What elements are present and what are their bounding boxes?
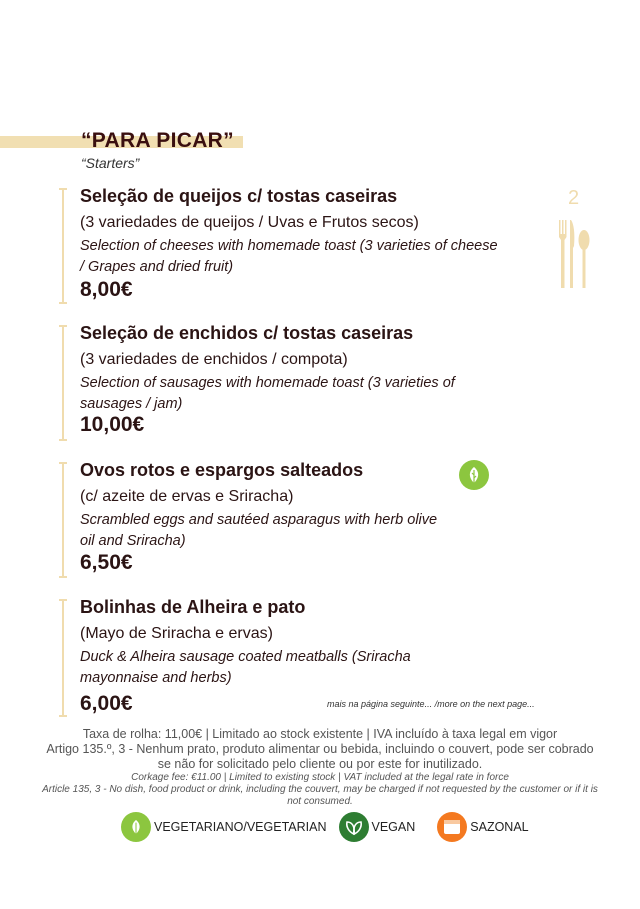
vegan-leaves-icon	[339, 812, 369, 842]
legend-label: SAZONAL	[470, 820, 529, 834]
item-price: 6,50€	[80, 551, 133, 574]
item-description-pt: (c/ azeite de ervas e Sriracha)	[80, 488, 294, 505]
item-description-pt: (3 variedades de queijos / Uvas e Frutos secos)	[80, 214, 419, 231]
menu-item	[62, 323, 532, 443]
item-name: Seleção de enchidos c/ tostas caseiras	[80, 323, 414, 343]
item-bracket	[62, 599, 64, 717]
section-title: “PARA PICAR”	[81, 129, 234, 152]
legend-vegetarian	[121, 812, 327, 842]
item-description-en: Scrambled eggs and sautéed asparagus with herb olive oil and Sriracha)	[80, 512, 438, 549]
legend-seasonal	[437, 812, 528, 842]
menu-item	[62, 186, 532, 306]
item-name: Ovos rotos e espargos salteados	[80, 460, 364, 480]
item-description-pt: (3 variedades de enchidos / compota)	[80, 351, 348, 368]
notes-line: Artigo 135.º, 3 - Nenhum prato, produto alimentar ou bebida, incluindo o couvert, pode ser cobrado se não for solicitado pelo cliente ou por este for inutilizado.	[46, 742, 594, 771]
item-bracket	[62, 462, 64, 578]
item-description-en: Selection of sausages with homemade toast (3 varieties of sausages / jam)	[80, 375, 455, 412]
item-description-en: Duck & Alheira sausage coated meatballs (Sriracha mayonnaise and herbs)	[80, 649, 411, 686]
section-subtitle: “Starters”	[81, 155, 140, 171]
legend-label: VEGAN	[371, 820, 416, 834]
legend-vegan	[339, 812, 416, 842]
item-name: Bolinhas de Alheira e pato	[80, 597, 306, 617]
page-number: 2	[568, 187, 580, 209]
item-description-pt: (Mayo de Sriracha e ervas)	[80, 625, 273, 642]
item-price: 6,00€	[80, 692, 133, 715]
more-next-page-note: mais na página seguinte... /more on the next page...	[327, 699, 535, 709]
calendar-icon	[437, 812, 467, 842]
vegetarian-badge-icon	[459, 460, 489, 490]
vegetarian-leaf-icon	[121, 812, 151, 842]
cutlery-icon	[556, 220, 592, 292]
notes-line: Corkage fee: €11.00 | Limited to existing stock | VAT included at the legal rate in force	[131, 772, 509, 783]
item-name: Seleção de queijos c/ tostas caseiras	[80, 186, 398, 206]
legal-notes-en	[40, 772, 600, 808]
item-bracket	[62, 325, 64, 441]
item-price: 8,00€	[80, 278, 133, 301]
notes-line: Taxa de rolha: 11,00€ | Limitado ao stock existente | IVA incluído à taxa legal em vigor	[82, 727, 558, 741]
item-bracket	[62, 188, 64, 304]
legal-notes-pt	[40, 727, 600, 772]
legend-label: VEGETARIANO/VEGETARIAN	[154, 820, 327, 834]
item-description-en: Selection of cheeses with homemade toast (3 varieties of cheese / Grapes and dried fruit)	[80, 238, 498, 275]
notes-line: Article 135, 3 - No dish, food product or drink, including the couvert, may be charged if not requested by the customer or if it is not consumed.	[42, 784, 598, 807]
item-price: 10,00€	[80, 413, 145, 436]
legend	[121, 812, 537, 842]
